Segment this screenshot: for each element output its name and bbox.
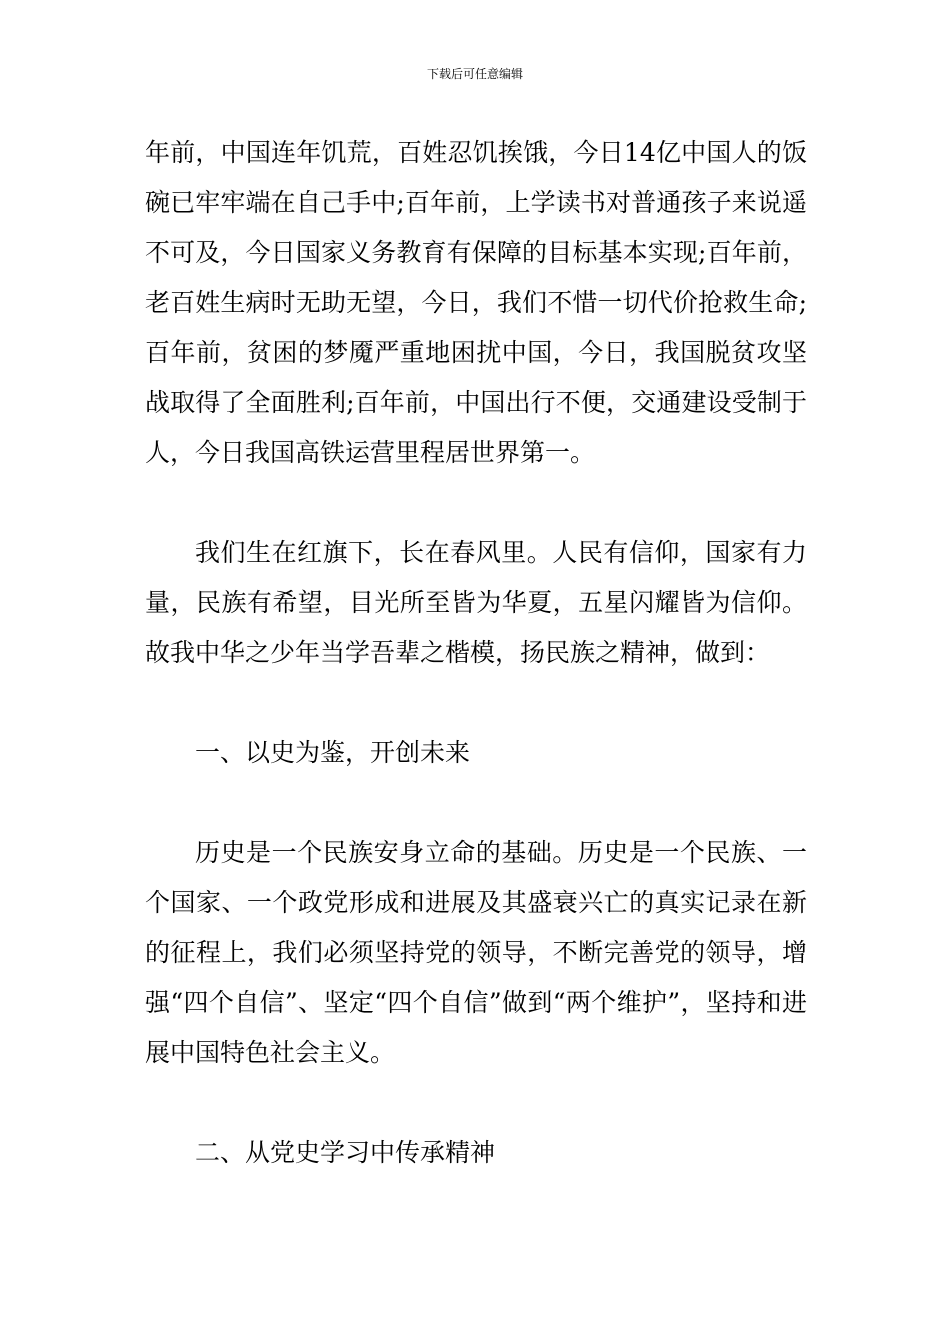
section-heading-2: 二、从党史学习中传承精神 xyxy=(195,1138,496,1167)
paragraph-red-flag: 我们生在红旗下，长在春风里。人民有信仰，国家有力量，民族有希望，目光所至皆为华夏，五星闪耀皆为信仰。故我中华之少年当学吾辈之楷模，扬民族之精神，做到： xyxy=(145,538,807,667)
document-body xyxy=(145,128,807,1178)
header-note: 下载后可任意编辑 xyxy=(426,67,523,81)
section-heading-1: 一、以史为鉴，开创未来 xyxy=(195,738,471,767)
paragraph-history-foundation: 历史是一个民族安身立命的基础。历史是一个民族、一个国家、一个政党形成和进展及其盛衰兴亡的真实记录在新的征程上，我们必须坚持党的领导，不断完善党的领导，增强“四个自信”、坚定“四个自信”做到“两个维护”，坚持和进展中国特色社会主义。 xyxy=(145,838,807,1067)
paragraph-history-comparison: 年前，中国连年饥荒，百姓忍饥挨饿，今日14亿中国人的饭碗已牢牢端在自己手中;百年前，上学读书对普通孩子来说遥不可及，今日国家义务教育有保障的目标基本实现;百年前，老百姓生病时无助无望，今日，我们不惜一切代价抢救生命;百年前，贫困的梦魇严重地困扰中国，今日，我国脱贫攻坚战取得了全面胜利;百年前，中国出行不便，交通建设受制于人，今日我国高铁运营里程居世界第一。 xyxy=(145,138,807,467)
page-header xyxy=(0,66,950,82)
